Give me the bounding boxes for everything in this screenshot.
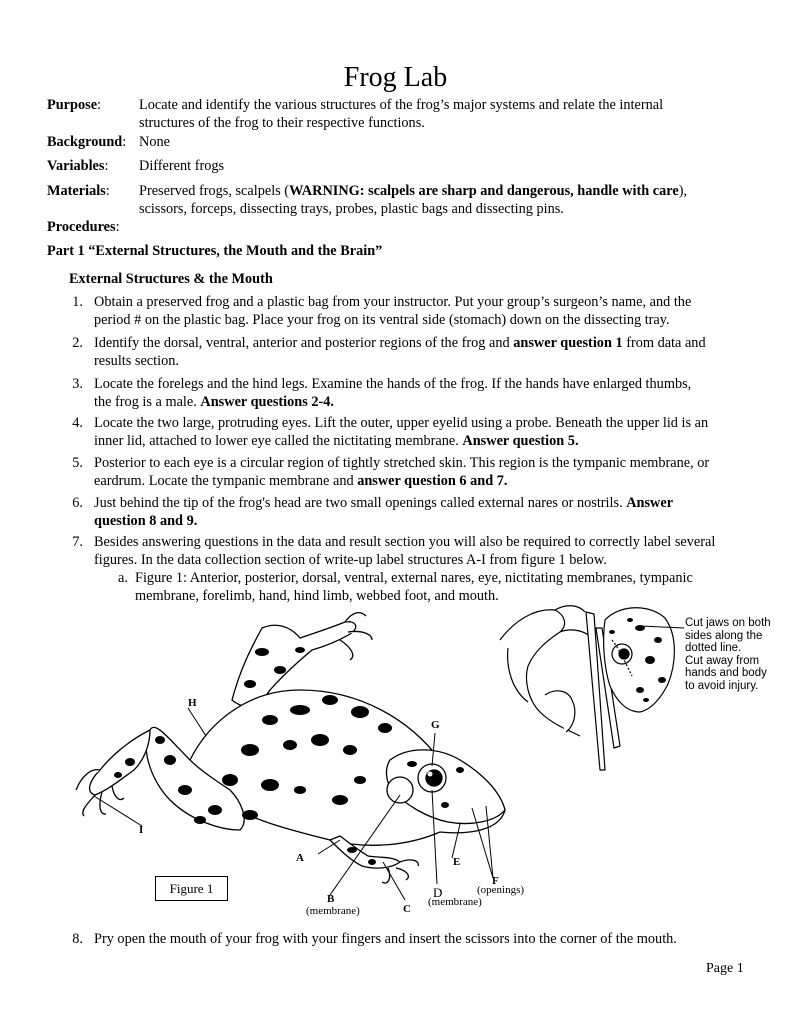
purpose-label: Purpose: <box>47 97 102 113</box>
step-2-line1: Identify the dorsal, ventral, anterior and posterior regions of the frog and answer question 1 from data and <box>94 335 706 351</box>
background-label: Background: <box>47 134 127 150</box>
figure-label-b-membrane: (membrane) <box>306 905 360 917</box>
procedures-label: Procedures: <box>47 219 120 235</box>
variables-label: Variables: <box>47 158 109 174</box>
step-2-number: 2. <box>72 335 83 351</box>
step-6-line1: Just behind the tip of the frog's head are two small openings called external nares or nostrils. Answer <box>94 495 674 511</box>
step-3-line1: Locate the forelegs and the hind legs. Examine the hands of the frog. If the hands have enlarged thumbs, <box>94 376 692 392</box>
substep-a-line1: Figure 1: Anterior, posterior, dorsal, ventral, external nares, eye, nictitating membranes, tympanic <box>135 570 693 586</box>
step-5-line1: Posterior to each eye is a circular region of tightly stretched skin. This region is the tympanic membrane, or <box>94 455 710 471</box>
dissection-note: Cut jaws on both sides along the dotted line. Cut away from hands and body to avoid injury. <box>685 617 771 692</box>
step-5-line2: eardrum. Locate the tympanic membrane and answer question 6 and 7. <box>94 473 508 489</box>
figure-label-h: H <box>188 697 197 709</box>
step-3-number: 3. <box>72 376 83 392</box>
step-4-number: 4. <box>72 415 83 431</box>
substep-a-letter: a. <box>118 570 128 586</box>
step-1-number: 1. <box>72 294 83 310</box>
figure-label-d-membrane: (membrane) <box>428 896 482 908</box>
figure-label-d: D <box>433 885 443 900</box>
materials-line2: scissors, forceps, dissecting trays, probes, plastic bags and dissecting pins. <box>139 201 564 217</box>
page-number: Page 1 <box>706 961 744 976</box>
step-7-line2: figures. In the data collection section of write-up label structures A-I from figure 1 below. <box>94 552 607 568</box>
materials-label: Materials: <box>47 183 110 199</box>
figure-label-f: F <box>492 875 499 887</box>
figure-label-f-openings: (openings) <box>477 884 525 896</box>
figure-label-g: G <box>431 719 440 731</box>
step-8-number: 8. <box>72 931 83 947</box>
variables-value: Different frogs <box>139 158 225 174</box>
background-value: None <box>139 134 170 150</box>
step-7-line1: Besides answering questions in the data and result section you will also be required to correctly label several <box>94 534 716 550</box>
purpose-text-line1: Locate and identify the various structures of the frog’s major systems and relate the internal <box>139 97 664 113</box>
figure-label-i: I <box>139 824 144 836</box>
step-4-line2: inner lid, attached to lower eye called the nictitating membrane. Answer question 5. <box>94 433 579 449</box>
step-1-line1: Obtain a preserved frog and a plastic bag from your instructor. Put your group’s surgeon’s name, and the <box>94 294 692 310</box>
purpose-text-line2: structures of the frog to their respective functions. <box>139 115 425 131</box>
figure-label-e: E <box>453 856 461 868</box>
figure-label-c: C <box>403 903 411 915</box>
figure-caption: Figure 1 <box>155 876 228 901</box>
step-6-number: 6. <box>72 495 83 511</box>
part1-subheading: External Structures & the Mouth <box>69 271 273 287</box>
step-6-line2: question 8 and 9. <box>94 513 198 529</box>
step-4-line1: Locate the two large, protruding eyes. Lift the outer, upper eyelid using a probe. Beneath the upper lid is an <box>94 415 709 431</box>
step-8-line1: Pry open the mouth of your frog with your fingers and insert the scissors into the corner of the mouth. <box>94 931 677 947</box>
step-7-number: 7. <box>72 534 83 550</box>
step-1-line2: period # on the plastic bag. Place your frog on its ventral side (stomach) down on the dissecting tray. <box>94 312 670 328</box>
part1-heading: Part 1 “External Structures, the Mouth and the Brain” <box>47 243 383 259</box>
substep-a-line2: membrane, forelimb, hand, hind limb, webbed foot, and mouth. <box>135 588 499 604</box>
figure-label-b: B <box>327 893 335 905</box>
step-5-number: 5. <box>72 455 83 471</box>
figure-label-a: A <box>296 852 304 864</box>
step-2-line2: results section. <box>94 353 179 369</box>
step-3-line2: the frog is a male. Answer questions 2-4. <box>94 394 334 410</box>
materials-line1: Preserved frogs, scalpels (WARNING: scalpels are sharp and dangerous, handle with care), <box>139 183 688 199</box>
page-title: Frog Lab <box>343 62 448 93</box>
materials-warning: WARNING: scalpels are sharp and dangerous, handle with care <box>289 183 679 199</box>
